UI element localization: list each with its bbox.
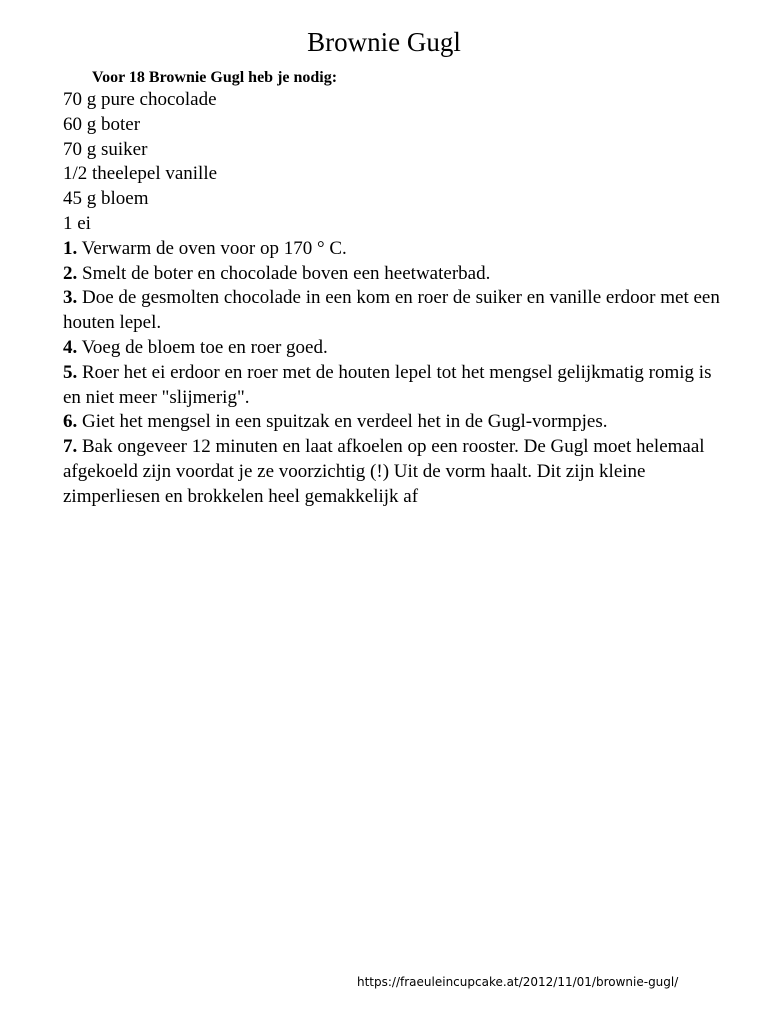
step-list xyxy=(63,237,723,510)
step-number: 2. xyxy=(63,262,78,284)
ingredients-heading: Voor 18 Brownie Gugl heb je nodig: xyxy=(92,69,338,86)
ingredient-item: 60 g boter xyxy=(63,113,141,135)
ingredient-list xyxy=(63,88,723,237)
page-title: Brownie Gugl xyxy=(307,27,461,57)
step-number: 1. xyxy=(63,237,78,259)
step-text: Smelt de boter en chocolade boven een heetwaterbad. xyxy=(77,262,491,284)
step-item xyxy=(63,262,723,287)
step-text: Doe de gesmolten chocolade in een kom en roer de suiker en vanille erdoor met een houten lepel. xyxy=(63,287,720,334)
step-item xyxy=(63,361,723,411)
step-number: 3. xyxy=(63,287,78,309)
ingredient-item: 1/2 theelepel vanille xyxy=(63,163,218,185)
step-text: Verwarm de oven voor op 170 ° C. xyxy=(77,237,347,259)
step-item xyxy=(63,336,723,361)
ingredient-item: 45 g bloem xyxy=(63,188,149,210)
step-number: 5. xyxy=(63,361,78,383)
ingredient-item: 70 g pure chocolade xyxy=(63,89,217,110)
step-item xyxy=(63,410,723,435)
step-item xyxy=(63,286,723,336)
step-number: 6. xyxy=(63,411,78,433)
step-item xyxy=(63,237,723,262)
step-text: Voeg de bloem toe en roer goed. xyxy=(77,336,328,358)
step-text: Roer het ei erdoor en roer met de houten lepel tot het mengsel gelijkmatig romig is en niet meer "slijmerig". xyxy=(63,361,712,408)
step-number: 7. xyxy=(63,436,78,458)
source-url: https://fraeuleincupcake.at/2012/11/01/brownie-gugl/ xyxy=(357,975,679,989)
step-item xyxy=(63,435,723,509)
recipe-body xyxy=(63,88,723,510)
ingredient-item: 1 ei xyxy=(63,212,91,234)
step-number: 4. xyxy=(63,336,78,358)
step-text: Giet het mengsel in een spuitzak en verdeel het in de Gugl-vormpjes. xyxy=(77,411,608,433)
step-text: Bak ongeveer 12 minuten en laat afkoelen op een rooster. De Gugl moet helemaal afgekoeld zijn voordat je ze voorzichtig (!) Uit de vorm haalt. Dit zijn kleine zimperliesen en brokkelen heel gemakkelijk af xyxy=(63,436,705,507)
ingredient-item: 70 g suiker xyxy=(63,138,148,160)
